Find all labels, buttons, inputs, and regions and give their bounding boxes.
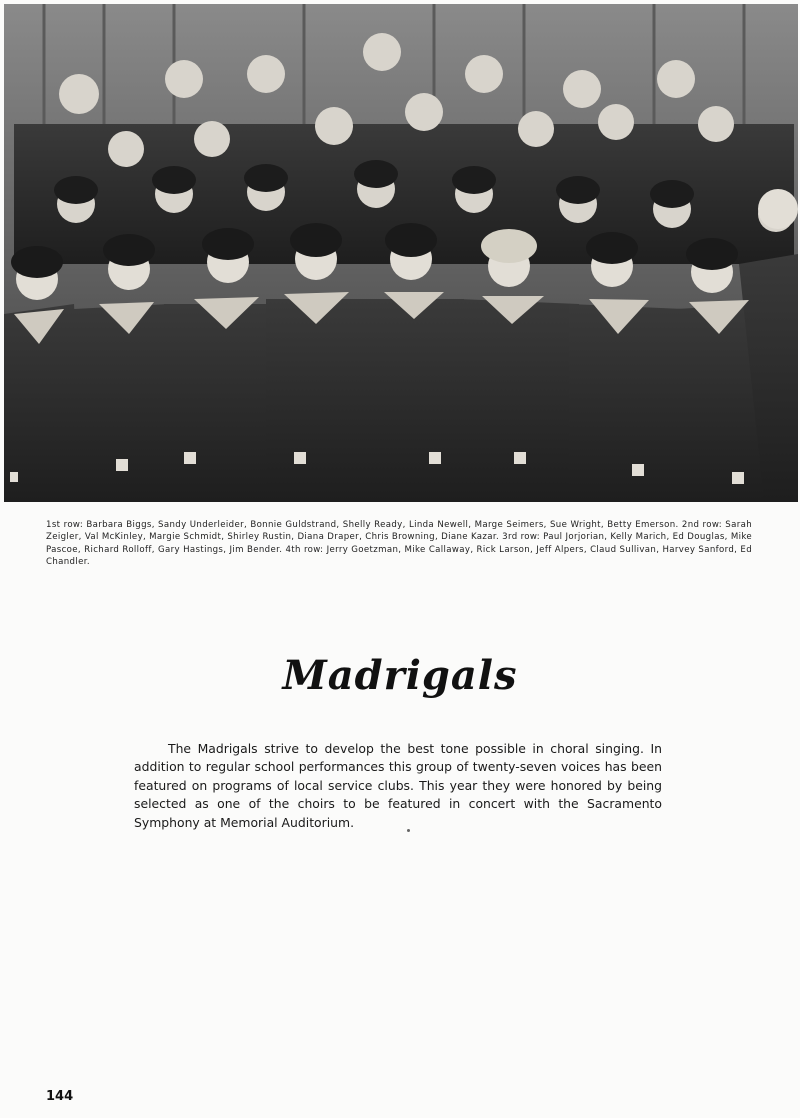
group-photo-icon [4,4,798,502]
page-title: Madrigals [282,652,518,699]
photo-caption: 1st row: Barbara Biggs, Sandy Underleider, Bonnie Guldstrand, Shelly Ready, Linda Newell, Marge Seimers, Sue Wright, Betty Emerson. 2nd row: Sarah Zeigler, Val McKinley, Margie Schmidt, Shirley Rustin, Diana Draper, Chris Browning, Diane Kazar. 3rd row: Paul Jorjorian, Kelly Marich, Ed Douglas, Mike Pascoe, Richard Rolloff, Gary Hastings, Jim Bender. 4th row: Jerry Goetzman, Mike Callaway, Rick Larson, Jeff Alpers, Claud Sullivan, Harvey Sanford, Ed Chandler. [46,520,752,567]
print-speck [407,829,410,832]
page-number: 144 [46,1089,74,1104]
choir-group-photo [4,4,798,502]
body-paragraph: The Madrigals strive to develop the best tone possible in choral singing. In addition to regular school performances this group of twenty-seven voices has been featured on programs of local service clubs. This year they were honored by being selected as one of the choirs to be featured in concert with the Sacramento Symphony at Memorial Auditorium. [134,741,662,830]
